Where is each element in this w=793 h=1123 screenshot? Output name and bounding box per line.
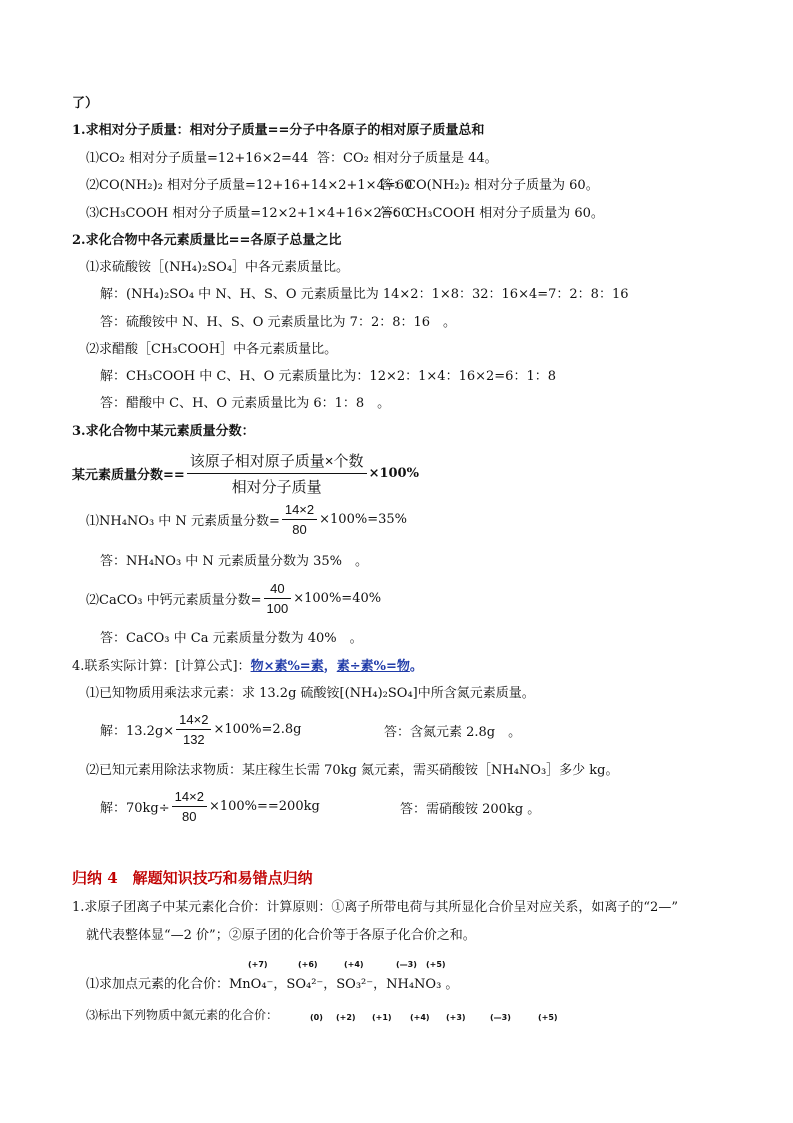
valence-label: (+2) [336, 1013, 356, 1022]
s1-line3-answer: 答：CH₃COOH 相对分子质量为 60。 [380, 206, 604, 221]
s5-question3: ⑶标出下列物质中氮元素的化合价： [86, 1008, 279, 1022]
s2-solution2: 解：CH₃COOH 中 C、H、O 元素质量比为：12×2：1×4：16×2=6：1：8 [100, 369, 556, 384]
s4-comma: ， [323, 659, 337, 674]
s5-paragraph-line1: 1.求原子团离子中某元素化合价：计算原则：①离子所带电荷与其所显化合价呈对应关系，如离子的“2—” [72, 900, 678, 915]
s4-formula-multiply: 物×素%=素 [250, 659, 324, 674]
s2-answer1: 答：硫酸铵中 N、H、S、O 元素质量比为 7：2：8：16 。 [100, 315, 457, 330]
s3-question1 [86, 502, 407, 537]
s1-line2-answer: 答：CO(NH₂)₂ 相对分子质量为 60。 [380, 178, 599, 193]
valence-label: (+5) [538, 1013, 558, 1022]
valence-label: (+4) [344, 960, 364, 969]
s4-a2-right: ×100%==200kg [208, 799, 320, 814]
formula-numerator: 该原子相对原子质量×个数 [187, 450, 367, 474]
valence-label: (—3) [396, 960, 417, 969]
valence-label: (+6) [298, 960, 318, 969]
valence-label: (+1) [372, 1013, 392, 1022]
s5-paragraph-line2: 就代表整体显“—2 价”；②原子团的化合价等于各原子化合价之和。 [86, 928, 476, 943]
s3-q2-fraction [264, 581, 292, 616]
s4-question2: ⑵已知元素用除法求物质：某庄稼生长需 70kg 氮元素，需买硝酸铵［NH₄NO₃］多少 kg。 [86, 763, 619, 778]
s4-a1-left: 解：13.2g× [100, 724, 175, 739]
formula-fraction [187, 450, 367, 497]
s4-a2-denominator: 80 [182, 809, 197, 824]
s3-q1-fraction [282, 502, 317, 537]
valence-label: (+5) [426, 960, 446, 969]
s1-line1-answer: 答：CO₂ 相对分子质量是 44。 [317, 151, 498, 166]
s4-a2-fraction [172, 789, 207, 824]
s4-solution2 [100, 789, 320, 824]
summary-4-title: 归纳 4 解题知识技巧和易错点归纳 [72, 869, 313, 887]
s3-q2-right: ×100%=40% [293, 591, 382, 606]
valence-label: (+3) [446, 1013, 466, 1022]
s3-q1-left: ⑴NH₄NO₃ 中 N 元素质量分数= [86, 514, 280, 529]
s2-question1: ⑴求硫酸铵［(NH₄)₂SO₄］中各元素质量比。 [86, 260, 350, 275]
s3-answer1: 答：NH₄NO₃ 中 N 元素质量分数为 35% 。 [100, 554, 368, 569]
valence-label: (+4) [410, 1013, 430, 1022]
s4-answer1: 答：含氮元素 2.8g 。 [384, 725, 522, 740]
valence-label: (—3) [490, 1013, 511, 1022]
s4-question1: ⑴已知物质用乘法求元素：求 13.2g 硫酸铵[(NH₄)₂SO₄]中所含氮元素质量。 [86, 686, 535, 701]
s4-a1-fraction [176, 712, 211, 747]
s3-question2 [86, 581, 381, 616]
s4-period: 。 [409, 659, 423, 674]
section-1-heading: 1.求相对分子质量：相对分子质量==分子中各原子的相对原子质量总和 [72, 123, 485, 138]
s4-formula-divide: 素÷素%=物 [336, 659, 410, 674]
formula-left: 某元素质量分数== [72, 468, 185, 483]
mass-fraction-formula [72, 450, 419, 497]
top-fragment: 了） [72, 96, 99, 111]
s3-q1-right: ×100%=35% [319, 512, 407, 527]
formula-right: ×100% [368, 466, 419, 481]
s1-line2-calc: ⑵CO(NH₂)₂ 相对分子质量=12+16+14×2+1×4=60 [86, 178, 413, 193]
s3-q1-denominator: 80 [292, 522, 307, 537]
s2-question2: ⑵求醋酸［CH₃COOH］中各元素质量比。 [86, 342, 338, 357]
section-2-heading: 2.求化合物中各元素质量比==各原子总量之比 [72, 233, 342, 248]
s4-a2-numerator: 14×2 [172, 789, 207, 807]
s1-line1-calc: ⑴CO₂ 相对分子质量=12+16×2=44 [86, 151, 309, 166]
s4-solution1 [100, 712, 301, 747]
s4-a1-numerator: 14×2 [176, 712, 211, 730]
s2-answer2: 答：醋酸中 C、H、O 元素质量比为 6：1：8 。 [100, 396, 391, 411]
s3-q1-numerator: 14×2 [282, 502, 317, 520]
formula-denominator: 相对分子质量 [231, 479, 322, 496]
s3-q2-denominator: 100 [266, 601, 289, 616]
s4-a1-right: ×100%=2.8g [213, 722, 302, 737]
section-3-heading: 3.求化合物中某元素质量分数： [72, 424, 255, 439]
s4-a1-denominator: 132 [182, 732, 205, 747]
s4-heading-pre: 4.联系实际计算：[计算公式]： [72, 659, 251, 674]
valence-label: (+7) [248, 960, 268, 969]
s3-q2-left: ⑵CaCO₃ 中钙元素质量分数= [86, 593, 262, 608]
s1-line3-calc: ⑶CH₃COOH 相对分子质量=12×2+1×4+16×2=60 [86, 206, 410, 221]
s3-answer2: 答：CaCO₃ 中 Ca 元素质量分数为 40% 。 [100, 631, 363, 646]
valence-label: (0) [310, 1013, 323, 1022]
s4-a2-left: 解：70kg÷ [100, 801, 170, 816]
s2-solution1: 解：(NH₄)₂SO₄ 中 N、H、S、O 元素质量比为 14×2：1×8：32：16×4=7：2：8：16 [100, 287, 629, 302]
section-4-heading [72, 658, 423, 676]
s5-question1: ⑴求加点元素的化合价：MnO₄⁻，SO₄²⁻，SO₃²⁻，NH₄NO₃ 。 [86, 977, 459, 992]
s3-q2-numerator: 40 [264, 581, 292, 599]
s4-answer2: 答：需硝酸铵 200kg 。 [400, 802, 541, 817]
